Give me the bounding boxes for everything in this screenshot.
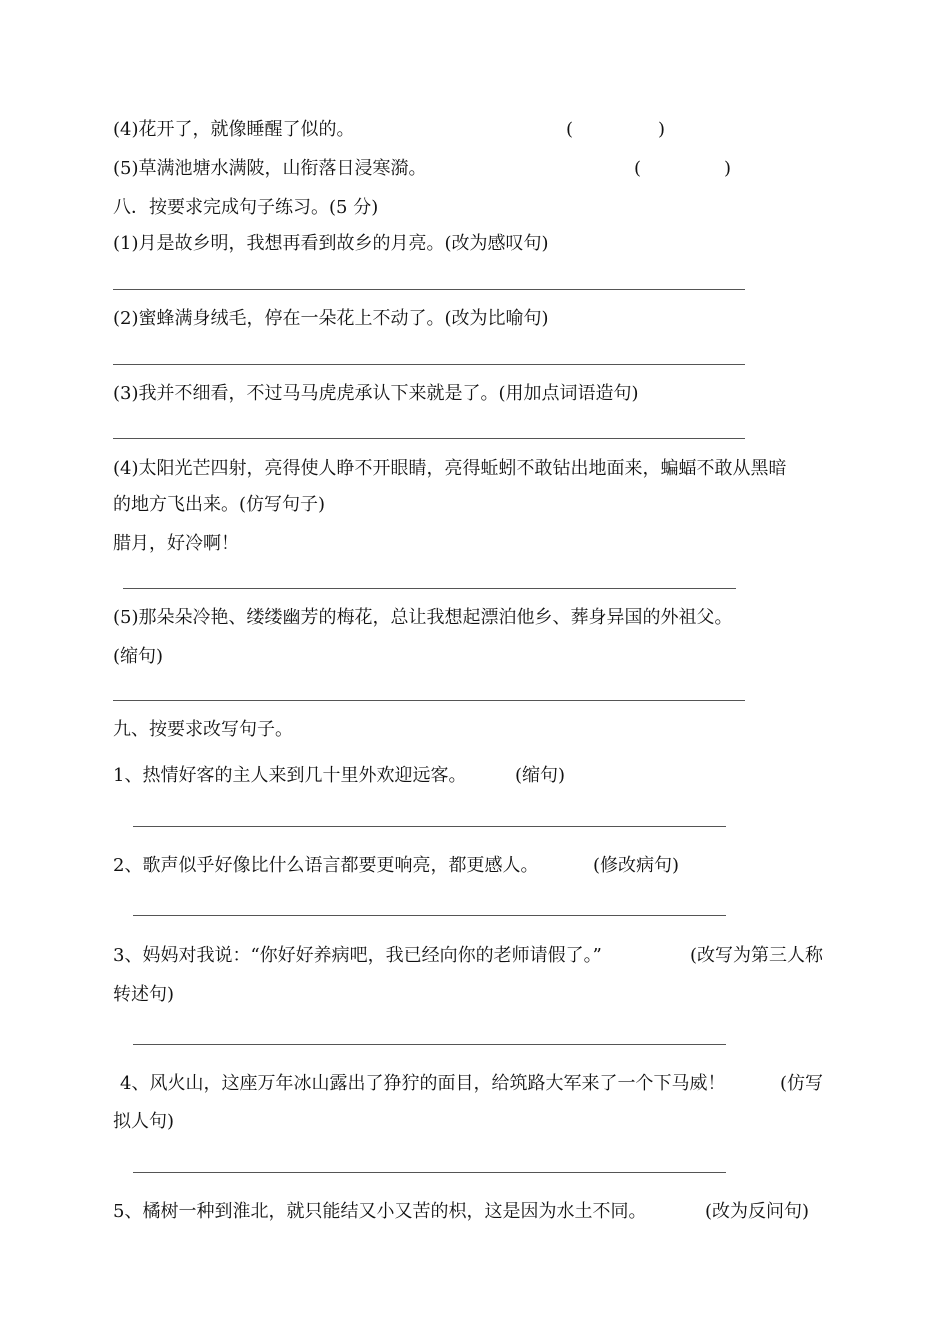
s7-item4-paren-close: ) (658, 119, 666, 140)
s8-q4-prompt: 腊月，好冷啊！ (113, 533, 239, 554)
s7-item4-text: (4)花开了，就像睡醒了似的。 (113, 119, 355, 140)
s9-q4-hint-part1: (仿写 (780, 1073, 824, 1094)
s8-q2-answer-line[interactable] (113, 364, 745, 365)
s7-item5-paren-close: ) (724, 158, 732, 179)
s9-q3-line1: 3、妈妈对我说：“你好好养病吧，我已经向你的老师请假了。” (113, 945, 602, 966)
s9-q5: 5、橘树一种到淮北，就只能结又小又苦的枳，这是因为水土不同。 (113, 1201, 647, 1222)
s8-q5-line1: (5)那朵朵冷艳、缕缕幽芳的梅花，总让我想起漂泊他乡、葬身异国的外祖父。 (113, 607, 733, 628)
s7-item4-paren-open: ( (566, 119, 574, 140)
s8-q5-answer-line[interactable] (113, 700, 745, 701)
s9-q4-line1: 4、风火山，这座万年冰山露出了狰狞的面目，给筑路大军来了一个下马威！ (120, 1073, 726, 1094)
s9-q3-answer-line[interactable] (133, 1044, 726, 1045)
s8-q4-answer-line[interactable] (123, 588, 736, 589)
s9-q5-hint: (改为反问句) (705, 1201, 810, 1222)
s8-q4-line1: (4)太阳光芒四射，亮得使人睁不开眼睛，亮得蚯蚓不敢钻出地面来，蝙蝠不敢从黑暗 (113, 458, 787, 479)
s8-q4-line2: 的地方飞出来。(仿写句子) (113, 494, 326, 515)
s9-q3-line2: 转述句) (113, 984, 175, 1005)
s8-q5-line2: (缩句) (113, 646, 164, 667)
s9-q2-hint: (修改病句) (593, 855, 680, 876)
s9-q4-answer-line[interactable] (133, 1172, 726, 1173)
s8-q1-answer-line[interactable] (113, 289, 745, 290)
s9-q1-hint: (缩句) (515, 765, 566, 786)
s9-q1-answer-line[interactable] (133, 826, 726, 827)
s8-q2: (2)蜜蜂满身绒毛，停在一朵花上不动了。(改为比喻句) (113, 308, 549, 329)
s9-q2-answer-line[interactable] (133, 915, 726, 916)
s8-q3: (3)我并不细看，不过马马虎虎承认下来就是了。(用加点词语造句) (113, 383, 639, 404)
s9-q2: 2、歌声似乎好像比什么语言都要更响亮，都更感人。 (113, 855, 539, 876)
s7-item5-text: (5)草满池塘水满陂，山衔落日浸寒漪。 (113, 158, 427, 179)
s8-q1: (1)月是故乡明，我想再看到故乡的月亮。(改为感叹句) (113, 233, 549, 254)
s9-title: 九、按要求改写句子。 (113, 719, 293, 740)
s9-q3-hint-part1: (改写为第三人称 (690, 945, 824, 966)
s8-q3-answer-line[interactable] (113, 438, 745, 439)
s9-q4-line2: 拟人句) (113, 1111, 175, 1132)
s7-item5-paren-open: ( (634, 158, 642, 179)
s8-title: 八．按要求完成句子练习。(5 分) (113, 197, 379, 218)
s9-q1: 1、热情好客的主人来到几十里外欢迎远客。 (113, 765, 467, 786)
